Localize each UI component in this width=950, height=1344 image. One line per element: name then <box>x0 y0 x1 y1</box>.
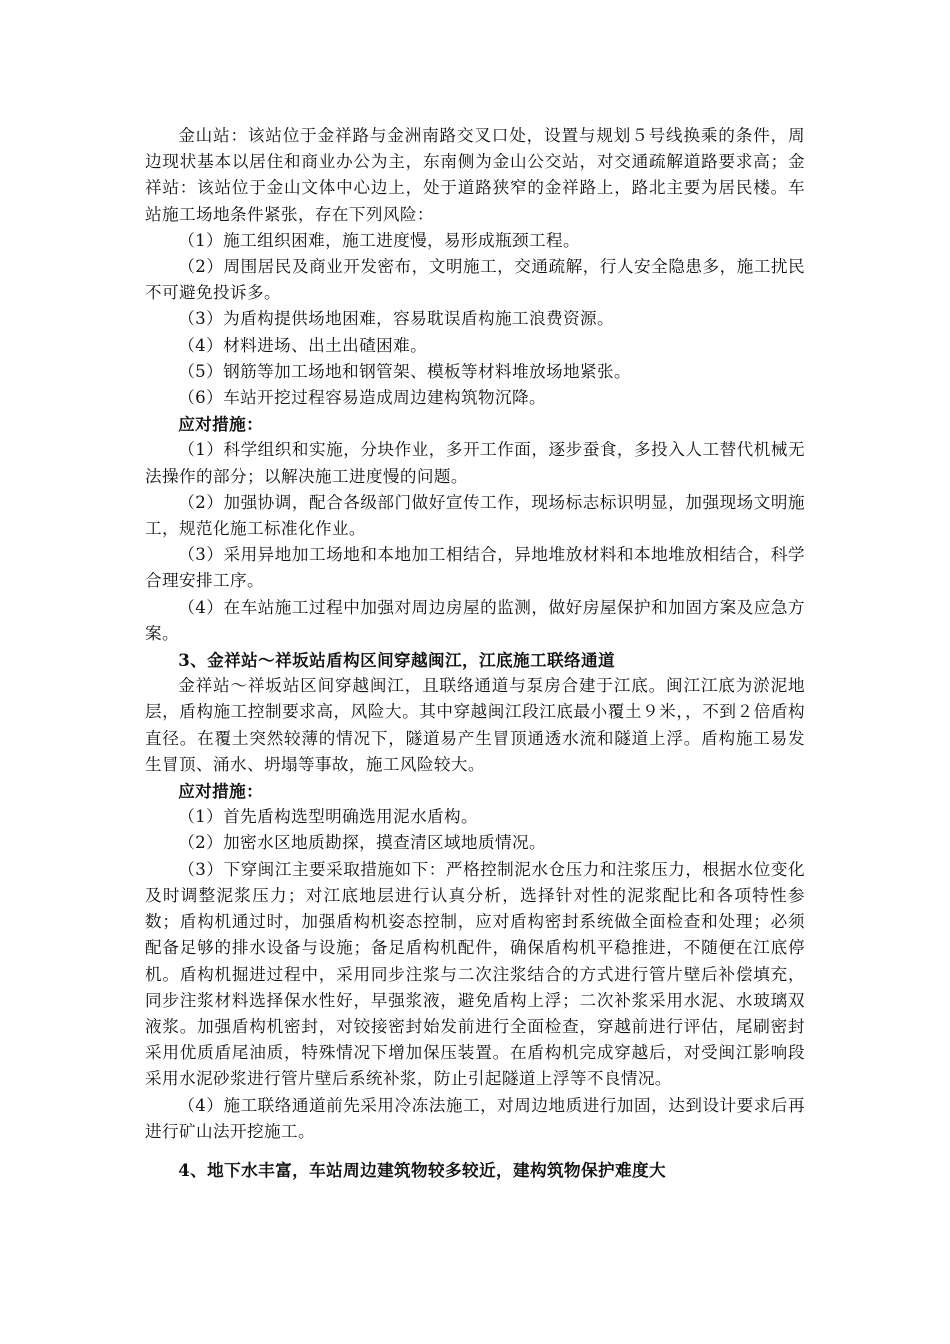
measures-label: 应对措施： <box>178 414 264 435</box>
measure-item: （1）首先盾构选型明确选用泥水盾构。 <box>178 807 479 827</box>
risk-item: （6）车站开挖过程容易造成周边建构筑物沉降。 <box>178 388 547 408</box>
measure-item: （2）加强协调，配合各级部门做好宣传工作，现场标志标识明显，加强现场文明施工，规范化施工标准化作业。 <box>145 492 805 539</box>
risk-item: （3）为盾构提供场地困难，容易耽误盾构施工浪费资源。 <box>178 309 614 329</box>
section-4-heading: 4、地下水丰富，车站周边建筑物较多较近，建构筑物保护难度大 <box>178 1159 666 1180</box>
risk-item: （4）材料进场、出土出碴困难。 <box>178 335 428 355</box>
measure-item: （4）在车站施工过程中加强对周边房屋的监测，做好房屋保护和加固方案及应急方案。 <box>145 597 805 643</box>
section-3-body: 金祥站～祥坂站区间穿越闽江，且联络通道与泵房合建于江底。闽江江底为淤泥地层，盾构施工控制要求高，风险大。其中穿越闽江段江底最小覆土９米，，不到２倍盾构直径。在覆土突然较薄的情况下，隧道易产生冒顶通透水流和隧道上浮。盾构施工易发生冒顶、涌水、坍塌等事故，施工风险较大。 <box>145 676 805 774</box>
measure-item: （1）科学组织和实施，分块作业，多开工作面，逐步蚕食，多投入人工替代机械无法操作的部分；以解决施工进度慢的问题。 <box>145 440 805 486</box>
risk-item: （5）钢筋等加工场地和钢管架、模板等材料堆放场地紧张。 <box>178 361 631 381</box>
paragraph-jinshan-jinxiang-stations: 金山站：该站位于金祥路与金洲南路交叉口处，设置与规划５号线换乘的条件，周边现状基本以居住和商业办公为主，东南侧为金山公交站，对交通疏解道路要求高；金祥站：该站位于金山文体中心边上，处于道路狭窄的金祥路上，路北主要为居民楼。车站施工场地条件紧张，存在下列风险： <box>145 126 805 224</box>
measure-item: （4）施工联络通道前先采用冷冻法施工，对周边地质进行加固，达到设计要求后再进行矿山法开挖施工。 <box>145 1095 805 1141</box>
measures-list-river-crossing <box>145 804 805 1145</box>
measures-list-stations <box>145 437 805 647</box>
risk-item: （2）周围居民及商业开发密布，文明施工，交通疏解，行人安全隐患多，施工扰民不可避免投诉多。 <box>145 257 805 303</box>
risk-item: （1）施工组织困难，施工进度慢，易形成瓶颈工程。 <box>178 230 580 250</box>
measure-item: （2）加密水区地质勘探，摸查清区域地质情况。 <box>178 833 547 853</box>
measure-item: （3）采用异地加工场地和本地加工相结合，异地堆放材料和本地堆放相结合，科学合理安排工序。 <box>145 545 805 591</box>
section-3-heading: 3、金祥站～祥坂站盾构区间穿越闽江，江底施工联络通道 <box>178 650 615 671</box>
measures-label: 应对措施： <box>178 781 264 802</box>
document-body <box>145 123 805 1183</box>
risk-list <box>145 228 805 411</box>
measure-item: （3）下穿闽江主要采取措施如下：严格控制泥水仓压力和注浆压力，根据水位变化及时调整泥浆压力；对江底地层进行认真分析，选择针对性的泥浆配比和各项特性参数；盾构机通过时，加强盾构机姿态控制，应对盾构密封系统做全面检查和处理；必须配备足够的排水设备与设施；备足盾构机配件，确保盾构机平稳推进，不随便在江底停机。盾构机掘进过程中，采用同步注浆与二次注浆结合的方式进行管片壁后补偿填充，同步注浆材料选择保水性好，早强浆液，避免盾构上浮；二次补浆采用水泥、水玻璃双液浆。加强盾构机密封，对铰接密封始发前进行全面检查，穿越前进行评估，尾刷密封采用优质盾尾油质，特殊情况下增加保压装置。在盾构机完成穿越后，对受闽江影响段采用水泥砂浆进行管片壁后系统补浆，防止引起隧道上浮等不良情况。 <box>145 859 805 1089</box>
